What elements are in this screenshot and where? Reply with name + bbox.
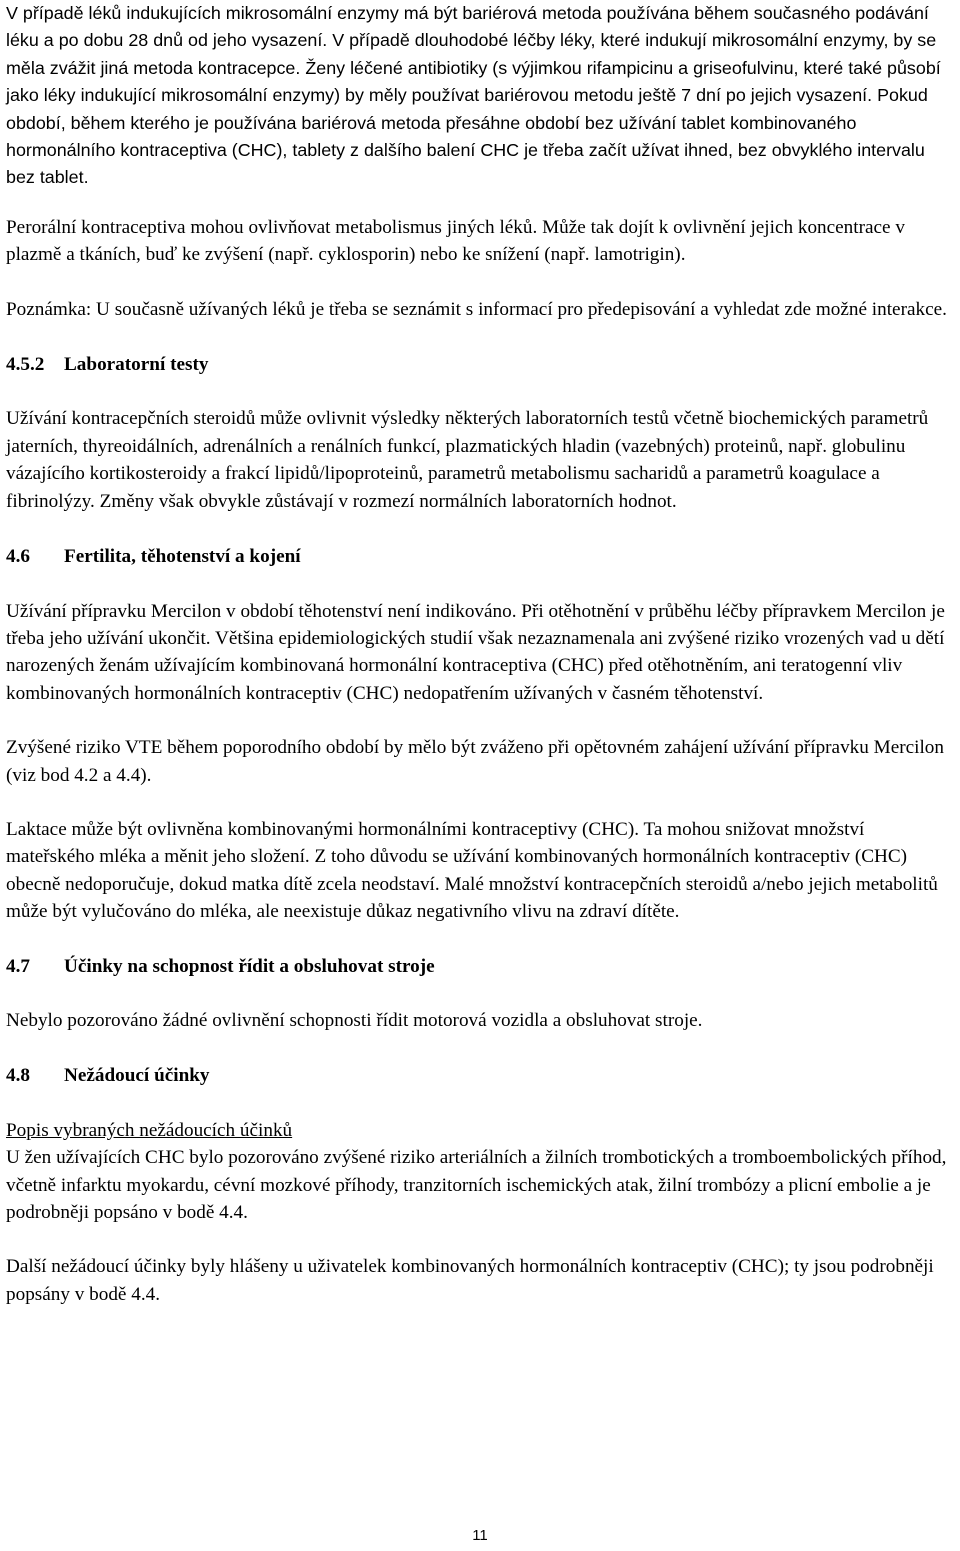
section-heading-4-5-2 [6,351,956,378]
note-paragraph: Poznámka: U současně užívaných léků je třeba se seznámit s informací pro předepisování a vyhledat zde možné interakce. [6,298,947,320]
section-title: Fertilita, těhotenství a kojení [64,546,301,568]
section-heading-4-7 [6,953,956,980]
section-title: Nežádoucí účinky [64,1065,210,1087]
section-heading-4-6 [6,543,956,570]
section-heading-4-8 [6,1062,956,1089]
section-number: 4.7 [6,955,30,977]
section-number: 4.8 [6,1065,30,1087]
section-title: Laboratorní testy [64,354,209,376]
section-number: 4.6 [6,546,30,568]
document-page [6,0,956,1308]
pregnancy-paragraph: Užívání přípravku Mercilon v období těhotenství není indikováno. Při otěhotnění v průběhu léčby přípravkem Mercilon je třeba jeho užívání ukončit. Většina epidemiologických studií však nezaznamenala ani zvýšené riziko vrozených vad u dětí narozených ženám užívajícím kombinovaná hormonální kontraceptiva (CHC) před otěhotněním, ani teratogenní vliv kombinovaných hormonálních kontraceptiv (CHC) nedopatřením užívaných v časném těhotenství. [6,600,945,704]
other-adverse-effects-paragraph: Další nežádoucí účinky byly hlášeny u uživatelek kombinovaných hormonálních kontraceptiv (CHC); ty jsou podrobněji popsány v bodě 4.4. [6,1256,934,1305]
section-title: Účinky na schopnost řídit a obsluhovat stroje [64,955,435,977]
lab-tests-paragraph: Užívání kontracepčních steroidů může ovlivnit výsledky některých laboratorních testů včetně biochemických parametrů jaterních, thyreoidálních, adrenálních a renálních funkcí, plazmatických hladin (vazebných) proteinů, např. globulinu vázajícího kortikosteroidy a frakcí lipidů/lipoproteinů, parametrů metabolismu sacharidů a parametrů koagulace a fibrinolýzy. Změny však obvykle zůstávají v rozmezí normálních laboratorních hodnot. [6,408,929,512]
adverse-effects-subheading: Popis vybraných nežádoucích účinků [6,1119,293,1141]
section-number: 4.5.2 [6,354,45,376]
metabolism-paragraph: Perorální kontraceptiva mohou ovlivňovat metabolismus jiných léků. Může tak dojít k ovlivnění jejich koncentrace v plazmě a tkáních, buď ke zvýšení (např. cyklosporin) nebo ke snížení (např. lamotrigin). [6,216,905,266]
interactions-paragraph: V případě léků indukujících mikrosomální enzymy má být bariérová metoda používána během současného podávání léku a po dobu 28 dnů od jeho vysazení. V případě dlouhodobé léčby léky, které indukují mikrosomální enzymy, by se měla zvážit jiná metoda kontracepce. Ženy léčené antibiotiky (s výjimkou rifampicinu a griseofulvinu, které také působí jako léky indukující mikrosomální enzymy) by měly používat bariérovou metodu ještě 7 dní po jejich vysazení. Pokud období, během kterého je používána bariérová metoda přesáhne období bez užívání tablet kombinovaného hormonálního kontraceptiva (CHC), tablety z dalšího balení CHC je třeba začít užívat ihned, bez obvyklého intervalu bez tablet. [6,3,941,188]
lactation-paragraph: Laktace může být ovlivněna kombinovanými hormonálními kontraceptivy (CHC). Ta mohou snižovat množství mateřského mléka a měnit jeho složení. Z toho důvodu se užívání kombinovaných hormonálních kontraceptiv (CHC) obecně nedoporučuje, dokud matka dítě zcela neodstaví. Malé množství kontracepčních steroidů a/nebo jejich metabolitů může být vylučováno do mléka, ale neexistuje důkaz negativního vlivu na zdraví dítěte. [6,818,938,923]
adverse-effects-paragraph: U žen užívajících CHC bylo pozorováno zvýšené riziko arteriálních a žilních trombotických a tromboembolických příhod, včetně infarktu myokardu, cévní mozkové příhody, tranzitorních ischemických atak, žilní trombózy a plicní embolie a je podrobněji popsáno v bodě 4.4. [6,1147,947,1223]
vte-paragraph: Zvýšené riziko VTE během poporodního období by mělo být zváženo při opětovném zahájení užívání přípravku Mercilon (viz bod 4.2 a 4.4). [6,737,944,786]
driving-paragraph: Nebylo pozorováno žádné ovlivnění schopnosti řídit motorová vozidla a obsluhovat stroje. [6,1009,703,1031]
page-number: 11 [472,1527,488,1544]
